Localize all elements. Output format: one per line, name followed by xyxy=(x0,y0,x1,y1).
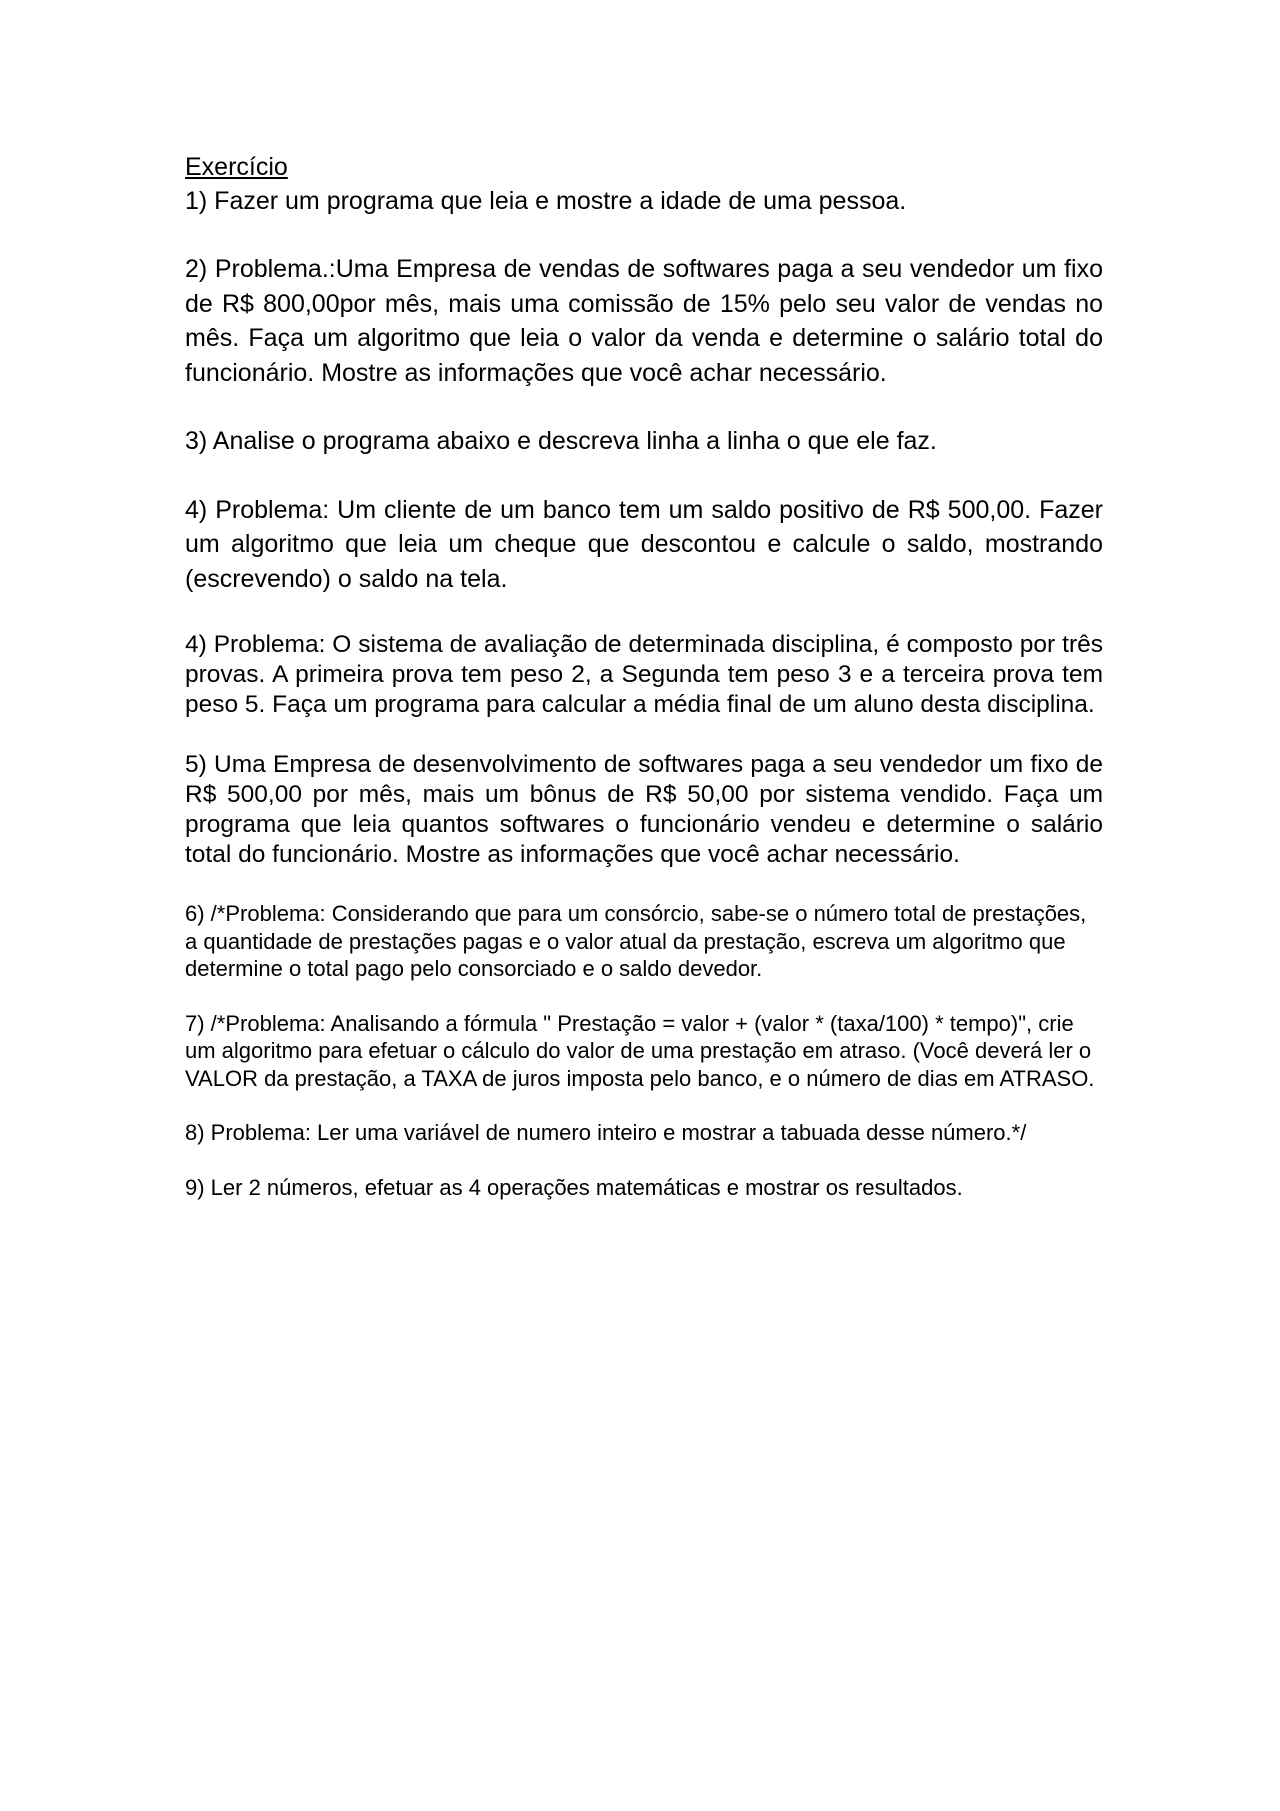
exercise-5: 5) Uma Empresa de desenvolvimento de softwares paga a seu vendedor um fixo de R$ 500,00 por mês, mais um bônus de R$ 50,00 por sistema vendido. Faça um programa que leia quantos softwares o funcionário vendeu e determine o salário total do funcionário. Mostre as informações que você achar necessário. xyxy=(185,751,1103,868)
exercise-2: 2) Problema.:Uma Empresa de vendas de softwares paga a seu vendedor um fixo de R$ 800,00por mês, mais uma comissão de 15% pelo seu valor de vendas no mês. Faça um algoritmo que leia o valor da venda e determine o salário total do funcionário. Mostre as informações que você achar necessário. xyxy=(185,255,1103,387)
exercise-4b: 4) Problema: O sistema de avaliação de determinada disciplina, é composto por três provas. A primeira prova tem peso 2, a Segunda tem peso 3 e a terceira prova tem peso 5. Faça um programa para calcular a média final de um aluno desta disciplina. xyxy=(185,631,1103,718)
exercise-8: 8) Problema: Ler uma variável de numero inteiro e mostrar a tabuada desse número.*/ xyxy=(185,1120,1027,1145)
exercise-4a: 4) Problema: Um cliente de um banco tem um saldo positivo de R$ 500,00. Fazer um algoritmo que leia um cheque que descontou e calcule o saldo, mostrando (escrevendo) o saldo na tela. xyxy=(185,495,1103,593)
document-page xyxy=(185,150,1103,1201)
exercise-1: 1) Fazer um programa que leia e mostre a idade de uma pessoa. xyxy=(185,187,907,215)
exercise-6: 6) /*Problema: Considerando que para um consórcio, sabe-se o número total de prestações, a quantidade de prestações pagas e o valor atual da prestação, escreva um algoritmo que determine o total pago pelo consorciado e o saldo devedor. xyxy=(185,901,1087,981)
exercise-7: 7) /*Problema: Analisando a fórmula " Prestação = valor + (valor * (taxa/100) * tempo)", crie um algoritmo para efetuar o cálculo do valor de uma prestação em atraso. (Você deverá ler o VALOR da prestação, a TAXA de juros imposta pelo banco, e o número de dias em ATRASO. xyxy=(185,1010,1095,1091)
document-title: Exercício xyxy=(185,153,288,181)
exercise-9: 9) Ler 2 números, efetuar as 4 operações matemáticas e mostrar os resultados. xyxy=(185,1174,963,1200)
exercise-3: 3) Analise o programa abaixo e descreva linha a linha o que ele faz. xyxy=(185,427,937,455)
